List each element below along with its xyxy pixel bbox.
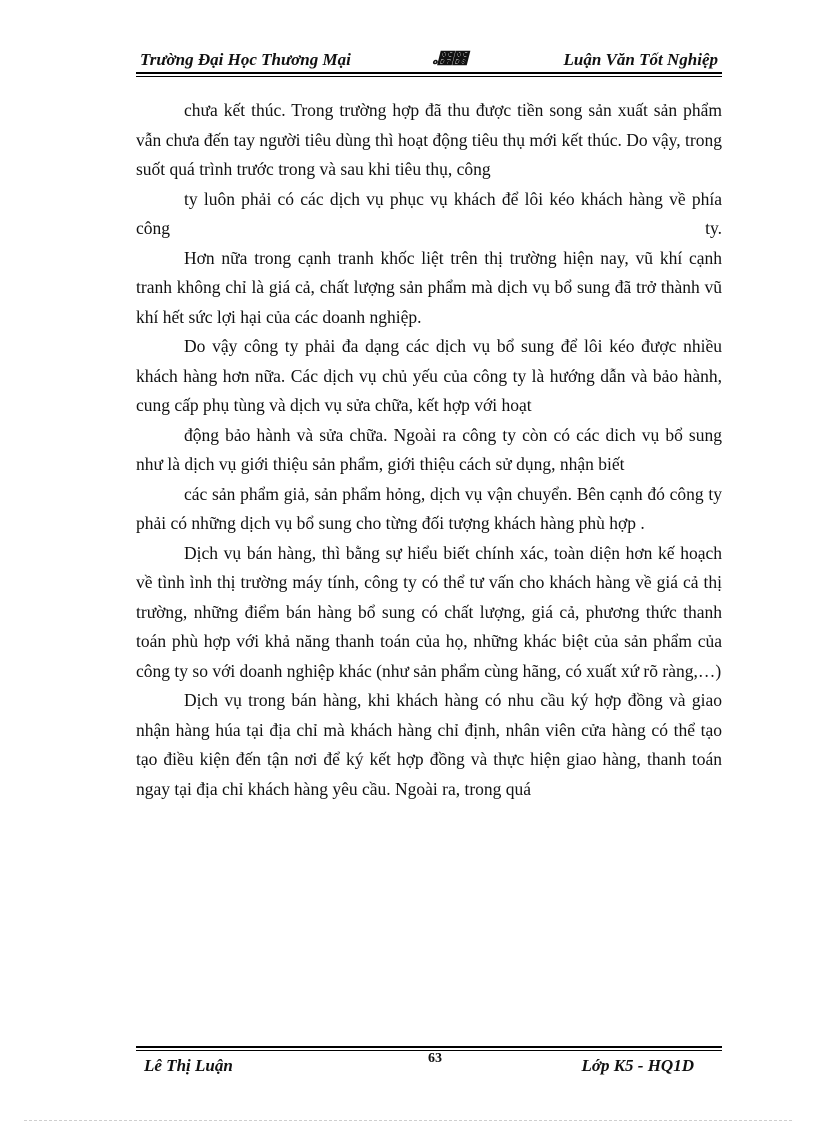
body-paragraph: ty luôn phải có các dịch vụ phục vụ khách để lôi kéo khách hàng về phía công ty. (136, 188, 722, 238)
header-document-title: Luận Văn Tốt Nghiệp (563, 50, 718, 69)
header-school-name: Trường Đại Học Thương Mại (140, 50, 351, 69)
header-rule-thin (136, 76, 722, 77)
body-paragraph: Dịch vụ bán hàng, thì bằng sự hiểu biết chính xác, toàn diện hơn kế hoạch về tình ình thị trường máy tính, công ty có thể tư vấn cho khách hàng về giá cả thị trường, những điểm bán hàng bổ sung có chất lượng, giá cả, phương thức thanh toán phù hợp với khả năng thanh toán của họ, những khác biệt của sản phẩm của công ty so với doanh nghiệp khác (như sản phẩm cùng hãng, có xuất xứ rõ ràng,…) (136, 542, 722, 681)
footer-rule-thick (136, 1046, 722, 1048)
page-header (136, 46, 722, 76)
header-ornament: ૰೗೘ (432, 51, 467, 68)
document-body (136, 96, 722, 804)
body-paragraph: Dịch vụ trong bán hàng, khi khách hàng có nhu cầu ký hợp đồng và giao nhận hàng húa tại địa chỉ mà khách hàng chỉ định, nhân viên cửa hàng có thể tạo tạo điều kiện đến tận nơi để ký kết hợp đồng và thực hiện giao hàng, thanh toán ngay tại địa chỉ khách hàng yêu cầu. Ngoài ra, trong quá (136, 690, 722, 799)
header-rule-thick (136, 72, 722, 74)
footer-author: Lê Thị Luận (144, 1056, 233, 1075)
page-bottom-divider (24, 1120, 792, 1121)
body-paragraph: các sản phẩm giả, sản phẩm hỏng, dịch vụ vận chuyển. Bên cạnh đó công ty phải có những dịch vụ bổ sung cho từng đối tượng khách hàng phù hợp . (136, 483, 722, 533)
page-footer (136, 1046, 722, 1086)
body-paragraph: động bảo hành và sửa chữa. Ngoài ra công ty còn có các dich vụ bổ sung như là dịch vụ giới thiệu sản phẩm, giới thiệu cách sử dụng, nhận biết (136, 424, 722, 474)
body-paragraph: Do vậy công ty phải đa dạng các dịch vụ bổ sung để lôi kéo được nhiều khách hàng hơn nữa. Các dịch vụ chủ yếu của công ty là hướng dẫn và bảo hành, cung cấp phụ tùng và dịch vụ sửa chữa, kết hợp với hoạt (136, 336, 722, 415)
footer-class: Lớp K5 - HQ1D (581, 1056, 694, 1075)
body-paragraph: chưa kết thúc. Trong trường hợp đã thu được tiền song sản xuất sản phẩm vẫn chưa đến tay người tiêu dùng thì hoạt động tiêu thụ mới kết thúc. Do vậy, trong suốt quá trình trước trong và sau khi tiêu thụ, công (136, 100, 722, 179)
body-paragraph: Hơn nữa trong cạnh tranh khốc liệt trên thị trường hiện nay, vũ khí cạnh tranh không chỉ là giá cả, chất lượng sản phẩm mà dịch vụ bổ sung đã trở thành vũ khí hết sức lợi hại của các doanh nghiệp. (136, 247, 722, 327)
page-number: 63 (428, 1051, 442, 1066)
